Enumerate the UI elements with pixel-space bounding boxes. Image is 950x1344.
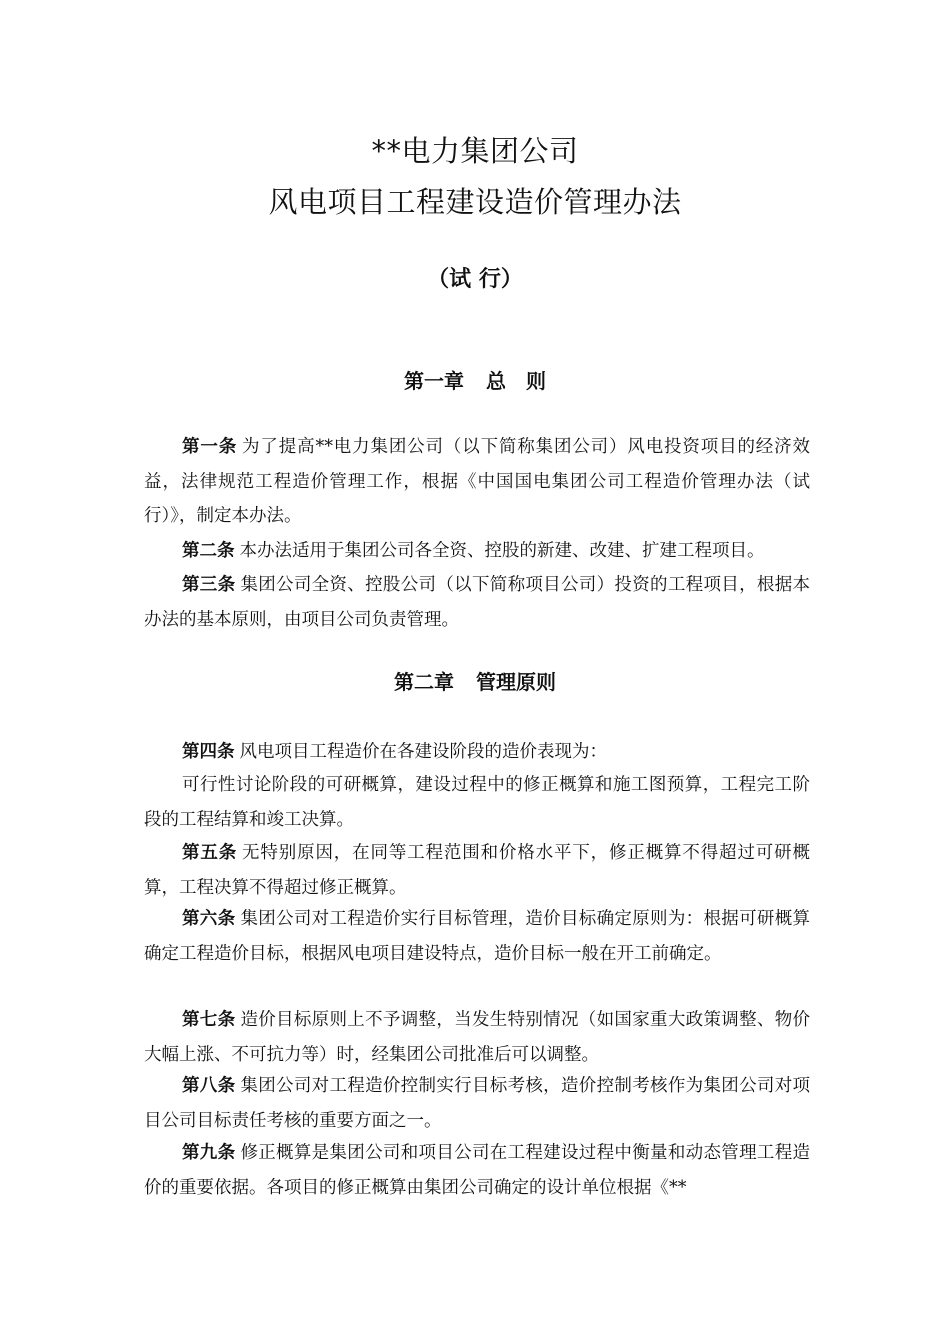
article-text: 集团公司对工程造价实行目标管理，造价目标确定原则为：根据可研概算确定工程造价目标，根据风电项目建设特点，造价目标一般在开工前确定。 [144, 909, 811, 964]
document-title-line1: **电力集团公司 [371, 134, 579, 168]
document-subtitle: （试 行） [427, 267, 523, 292]
article-3 [144, 568, 810, 637]
article-label: 第一条 [182, 437, 238, 457]
article-label: 第七条 [182, 1010, 236, 1030]
article-4 [144, 735, 810, 770]
chapter-heading-1 [0, 368, 950, 394]
article-6 [144, 902, 810, 971]
article-9 [144, 1136, 810, 1205]
article-text: 风电项目工程造价在各建设阶段的造价表现为： [239, 742, 607, 762]
article-text: 修正概算是集团公司和项目公司在工程建设过程中衡量和动态管理工程造价的重要依据。各项目的修正概算由集团公司确定的设计单位根据《** [144, 1143, 811, 1198]
article-text: 无特别原因，在同等工程范围和价格水平下，修正概算不得超过可研概算，工程决算不得超过修正概算。 [144, 843, 810, 898]
article-text: 造价目标原则上不予调整，当发生特别情况（如国家重大政策调整、物价大幅上涨、不可抗力等）时，经集团公司批准后可以调整。 [144, 1010, 811, 1065]
article-7 [144, 1003, 810, 1072]
article-2 [144, 534, 810, 569]
article-5 [144, 836, 810, 905]
article-text: 集团公司全资、控股公司（以下简称项目公司）投资的工程项目，根据本办法的基本原则，由项目公司负责管理。 [144, 575, 811, 630]
article-label: 第六条 [182, 909, 236, 929]
article-label: 第八条 [182, 1076, 236, 1096]
article-text: 集团公司对工程造价控制实行目标考核，造价控制考核作为集团公司对项目公司目标责任考核的重要方面之一。 [144, 1076, 811, 1131]
article-text: 本办法适用于集团公司各全资、控股的新建、改建、扩建工程项目。 [239, 541, 765, 561]
article-4-continued [144, 768, 810, 837]
article-text: 可行性讨论阶段的可研概算，建设过程中的修正概算和施工图预算，工程完工阶段的工程结算和竣工决算。 [144, 775, 810, 830]
article-label: 第二条 [182, 541, 235, 561]
chapter-title: 管理原则 [476, 670, 556, 694]
chapter-number: 第二章 [394, 670, 454, 694]
article-label: 第五条 [182, 843, 238, 863]
chapter-title: 总 则 [486, 369, 546, 393]
document-title-line2: 风电项目工程建设造价管理办法 [268, 185, 682, 219]
chapter-heading-2 [0, 669, 950, 695]
article-label: 第四条 [182, 742, 235, 762]
article-8 [144, 1069, 810, 1138]
chapter-number: 第一章 [404, 369, 464, 393]
article-label: 第三条 [182, 575, 236, 595]
article-label: 第九条 [182, 1143, 236, 1163]
article-1 [144, 430, 810, 534]
article-text: 为了提高**电力集团公司（以下简称集团公司）风电投资项目的经济效益，法律规范工程造价管理工作，根据《中国国电集团公司工程造价管理办法（试行）》，制定本办法。 [144, 437, 810, 526]
